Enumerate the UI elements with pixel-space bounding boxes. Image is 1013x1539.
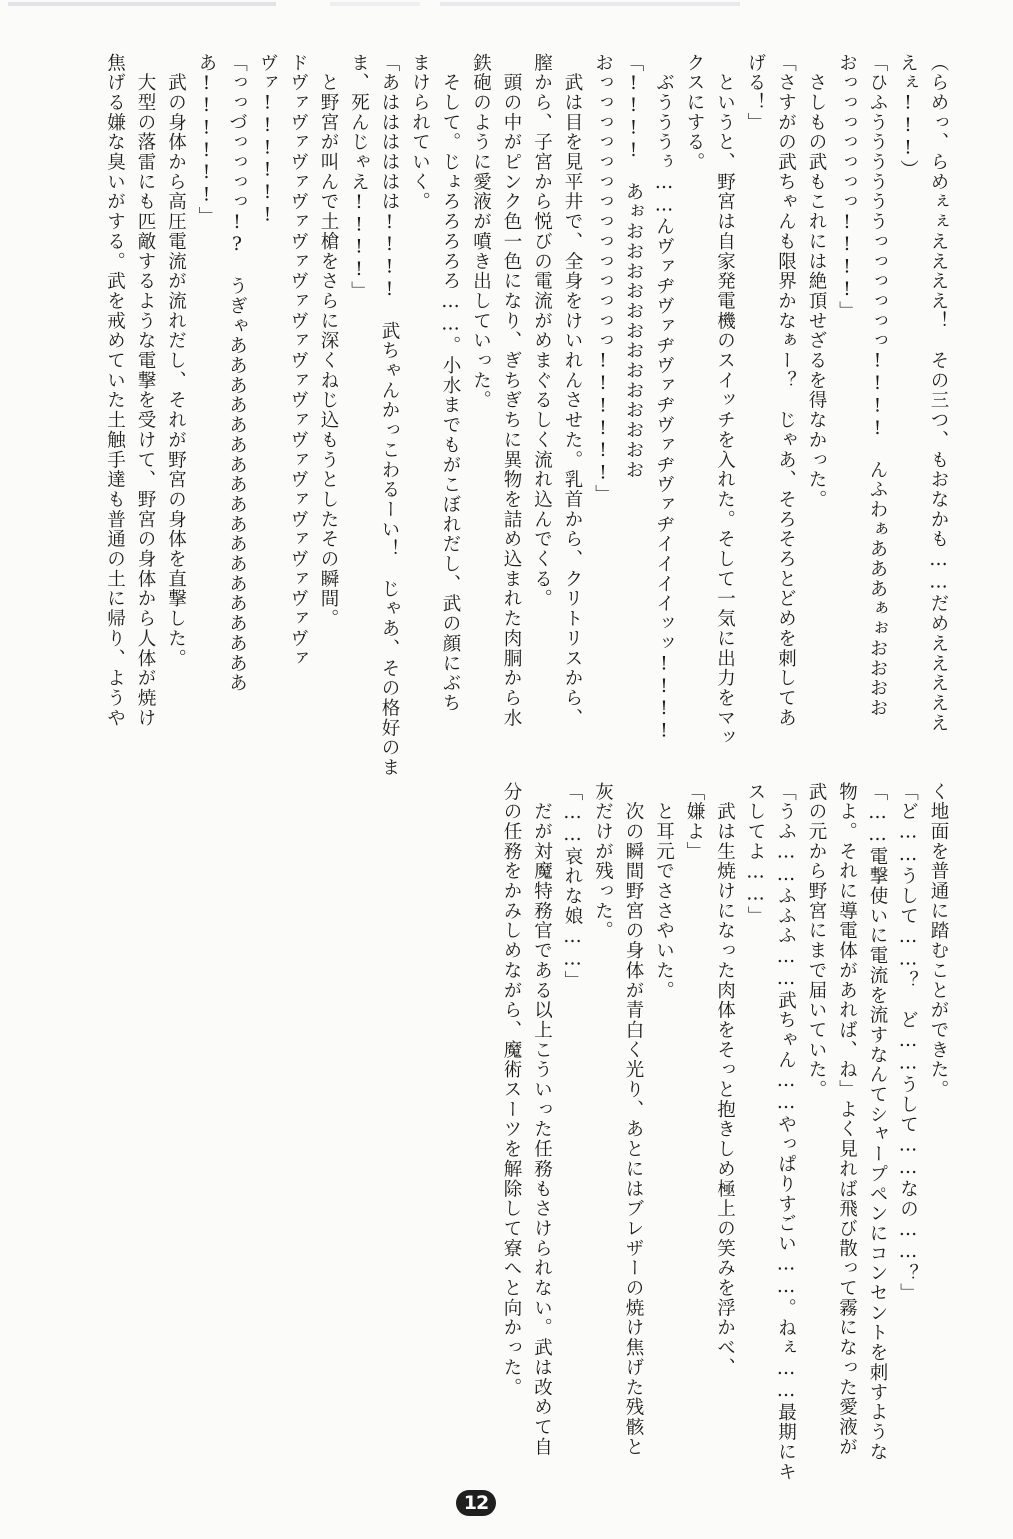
text-line: と野宮が叫んで土槍をさらに深くねじ込もうとしたその瞬間。: [318, 53, 339, 629]
text-line: 武は生焼けになった肉体をそっと抱きしめ極上の笑みを浮かべ、: [714, 782, 736, 1378]
text-line: そして。じょろろろろろ……。小水までもがこぼれだし、武の顔にぶち: [440, 53, 461, 714]
text-line: と耳元でささやいた。: [653, 782, 675, 1001]
text-line: 物よ。それに導電体があれば、ね」よく見れば飛び散って霧になった愛液が: [836, 782, 858, 1457]
text-line: 「……哀れな娘……」: [562, 782, 583, 991]
text-line: さしもの武もこれには絶頂せざるを得なかった。: [806, 53, 827, 510]
text-line: 「うふ……ふふふ……武ちゃん……やっぱりすごい……。ねぇ……最期にキ: [775, 782, 797, 1482]
text-line: 灰だけが残った。: [592, 782, 614, 941]
scan-top-edge: [0, 0, 1013, 14]
text-line: 「さすがの武ちゃんも限界かなぁー？ じゃあ、そろそろとどめを刺してあ: [775, 53, 797, 728]
upper-text-block: [99, 53, 953, 778]
text-line: ま、死んじゃえ!!!!」: [348, 53, 370, 302]
text-line: スしてよ……」: [745, 782, 766, 926]
text-line: 「ど……うして……？ ど……うして……なの……？」: [897, 782, 919, 1304]
text-line: 「あはははははは!!!! 武ちゃんかっこわるーい！ じゃあ、その格好のま: [379, 53, 400, 778]
text-line: おっっっっっっっ!!!!」: [836, 53, 858, 322]
lower-text-block: [496, 782, 954, 1482]
text-line: というと、野宮は自家発電機のスイッチを入れた。そして一気に出力をマッ: [714, 53, 736, 748]
text-line: 膣から、子宮から悦びの電流がめまぐるしく流れ込んでくる。: [531, 53, 553, 609]
text-line: クスにする。: [684, 53, 705, 173]
text-line: 「っっづっっっっ!? うぎゃああああああああああああああああああ: [226, 53, 248, 694]
text-line: だが対魔特務官である以上こういった任務もさけられない。武は改めて自: [531, 782, 553, 1457]
text-line: まけられていく。: [409, 53, 431, 212]
text-line: （らめっ、らめぇぇええええ！ その三つ、もおなかも……だめえええええ: [928, 53, 949, 733]
text-line: 武の元から野宮にまで届いていた。: [806, 782, 827, 1100]
text-line: 「ひふううううううっっっっっっ!!!! んふわぁあああぁぉおおおお: [867, 53, 888, 719]
text-line: 「!!!! あぉおおおおおおおおおおおおお: [623, 53, 644, 480]
page-number: 12: [456, 1490, 496, 1516]
text-line: あ!!!!!!」: [196, 53, 217, 227]
text-line: ぶうううぅ……んヴァヂヴァヂヴァヂヴァヂヴァヂイイイイッッ!!!!: [653, 53, 675, 743]
text-line: 「嫌よ」: [684, 782, 705, 862]
text-line: 分の任務をかみしめながら、魔術スーツを解除して寮へと向かった。: [501, 782, 522, 1398]
text-line: ヴァ!!!!!!: [257, 53, 278, 227]
text-line: 次の瞬間野宮の身体が青白く光り、あとにはブレザーの焼け焦げた残骸と: [623, 782, 644, 1457]
text-line: えぇ!!!）: [897, 53, 919, 180]
text-line: 頭の中がピンク色一色になり、ぎちぎちに異物を詰め込まれた肉胴から水: [501, 53, 522, 728]
text-line: ドヴァヴァヴァヴァヴァヴァヴァヴァヴァヴァヴァヴァヴァヴァヴァ: [287, 53, 309, 669]
text-line: 焦げる嫌な臭いがする。武を戒めていた土触手達も普通の土に帰り、ようや: [104, 53, 126, 728]
text-line: おっっっっっっっっっっっっっっ!!!!!!」: [592, 53, 614, 505]
text-line: 鉄砲のように愛液が噴き出していった。: [470, 53, 492, 411]
text-line: 大型の落雷にも匹敵するような電撃を受けて、野宮の身体から人体が焼け: [135, 53, 156, 728]
text-line: 「……電撃使いに電流を流すなんてシャープペンにコンセントを刺すような: [867, 782, 888, 1462]
text-line: く地面を普通に踏むことができた。: [928, 782, 949, 1100]
text-line: げる！」: [745, 53, 766, 133]
text-line: 武は目を見平井で、全身をけいれんさせた。乳首から、クリトリスから、: [562, 53, 583, 728]
text-line: 武の身体から高圧電流が流れだし、それが野宮の身体を直撃した。: [165, 53, 187, 669]
